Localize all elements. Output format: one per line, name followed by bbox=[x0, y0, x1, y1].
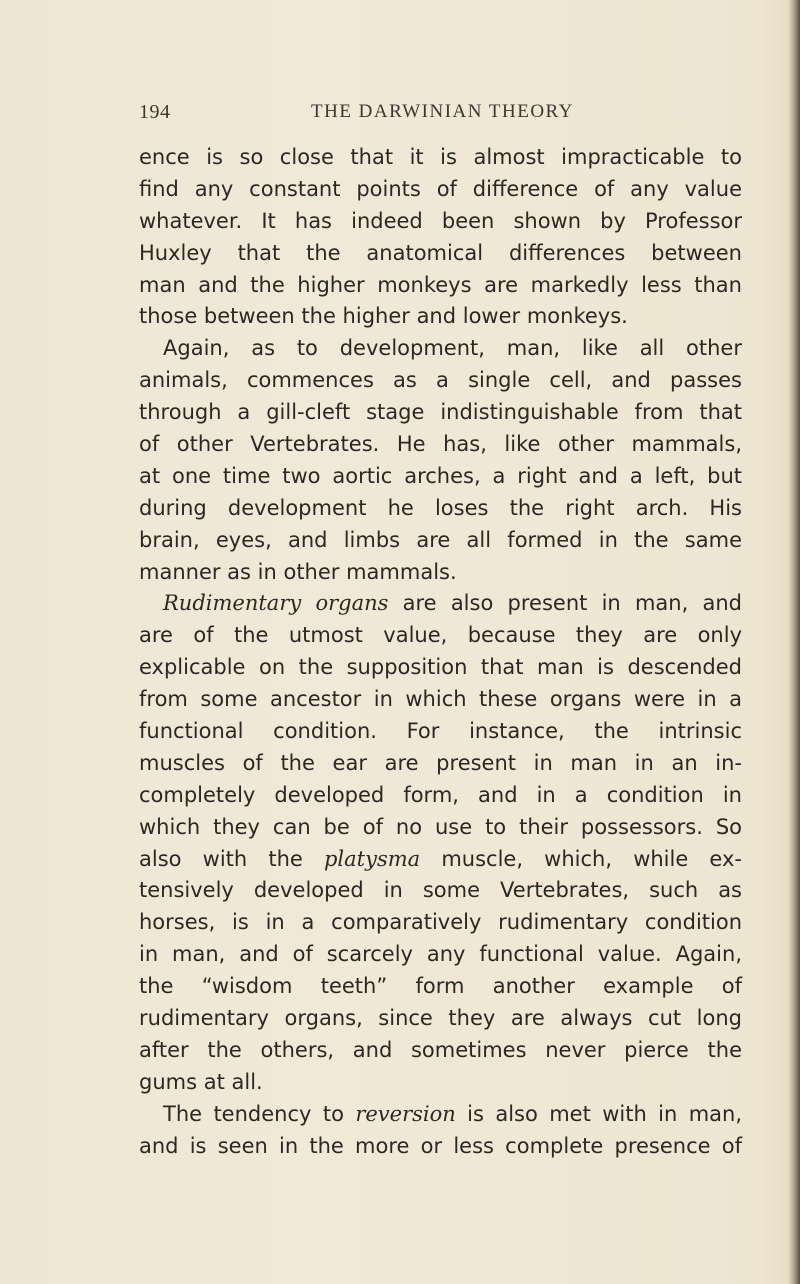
text-line: Huxley that the anatomical differences between bbox=[139, 240, 742, 265]
text-line: in man, and of scarcely any functional value. Again, bbox=[139, 942, 742, 967]
text-segment: also with the bbox=[139, 846, 324, 871]
running-head: THE DARWINIAN THEORY bbox=[311, 101, 574, 122]
text-line: completely developed form, and in a condition in bbox=[139, 782, 742, 807]
italic-term-rudimentary-organs: Rudimentary organs bbox=[163, 591, 389, 616]
text-line: those between the higher and lower monkeys. bbox=[139, 304, 628, 329]
text-line: functional condition. For instance, the intrinsic bbox=[139, 719, 742, 744]
text-line: explicable on the supposition that man is descended bbox=[139, 655, 742, 680]
text-line: from some ancestor in which these organs were in a bbox=[139, 687, 742, 712]
text-line bbox=[139, 844, 742, 876]
text-line: the “wisdom teeth” form another example of bbox=[139, 974, 742, 999]
text-line: are of the utmost value, because they are only bbox=[139, 623, 742, 648]
page-header bbox=[139, 101, 739, 131]
text-line: during development he loses the right arch. His bbox=[139, 495, 742, 520]
text-segment: The tendency to bbox=[163, 1101, 356, 1126]
page-number: 194 bbox=[139, 101, 171, 123]
text-line: of other Vertebrates. He has, like other mammals, bbox=[139, 432, 742, 457]
text-line: man and the higher monkeys are markedly less than bbox=[139, 272, 742, 297]
text-line: whatever. It has indeed been shown by Professor bbox=[139, 208, 742, 233]
text-line bbox=[139, 1099, 742, 1131]
text-line: gums at all. bbox=[139, 1069, 263, 1094]
text-line: tensively developed in some Vertebrates, such as bbox=[139, 878, 742, 903]
text-line: animals, commences as a single cell, and passes bbox=[139, 368, 742, 393]
text-line: at one time two aortic arches, a right and a left, but bbox=[139, 463, 742, 488]
text-line: ence is so close that it is almost impracticable to bbox=[139, 145, 742, 169]
text-line: Again, as to development, man, like all other bbox=[163, 336, 742, 361]
text-segment: muscle, which, while ex- bbox=[420, 846, 742, 871]
text-line: brain, eyes, and limbs are all formed in the same bbox=[139, 527, 742, 552]
text-line: manner as in other mammals. bbox=[139, 559, 457, 584]
page-edge-shadow bbox=[788, 0, 800, 1284]
text-segment: is also met with in man, bbox=[455, 1101, 742, 1126]
text-line: after the others, and sometimes never pierce the bbox=[139, 1037, 742, 1062]
text-segment: are also present in man, and bbox=[388, 591, 742, 616]
text-line: horses, is in a comparatively rudimentary condition bbox=[139, 910, 742, 935]
text-line: rudimentary organs, since they are always cut long bbox=[139, 1006, 742, 1031]
text-line: through a gill-cleft stage indistinguishable from that bbox=[139, 400, 742, 425]
text-line: and is seen in the more or less complete presence of bbox=[139, 1133, 742, 1158]
text-line bbox=[139, 588, 742, 620]
italic-term-platysma: platysma bbox=[323, 846, 421, 871]
text-line: find any constant points of difference of any value bbox=[139, 176, 742, 201]
text-line: which they can be of no use to their possessors. So bbox=[139, 814, 742, 839]
text-line: muscles of the ear are present in man in an in- bbox=[139, 750, 742, 775]
italic-term-reversion: reversion bbox=[355, 1101, 456, 1126]
body-text bbox=[139, 142, 742, 1163]
